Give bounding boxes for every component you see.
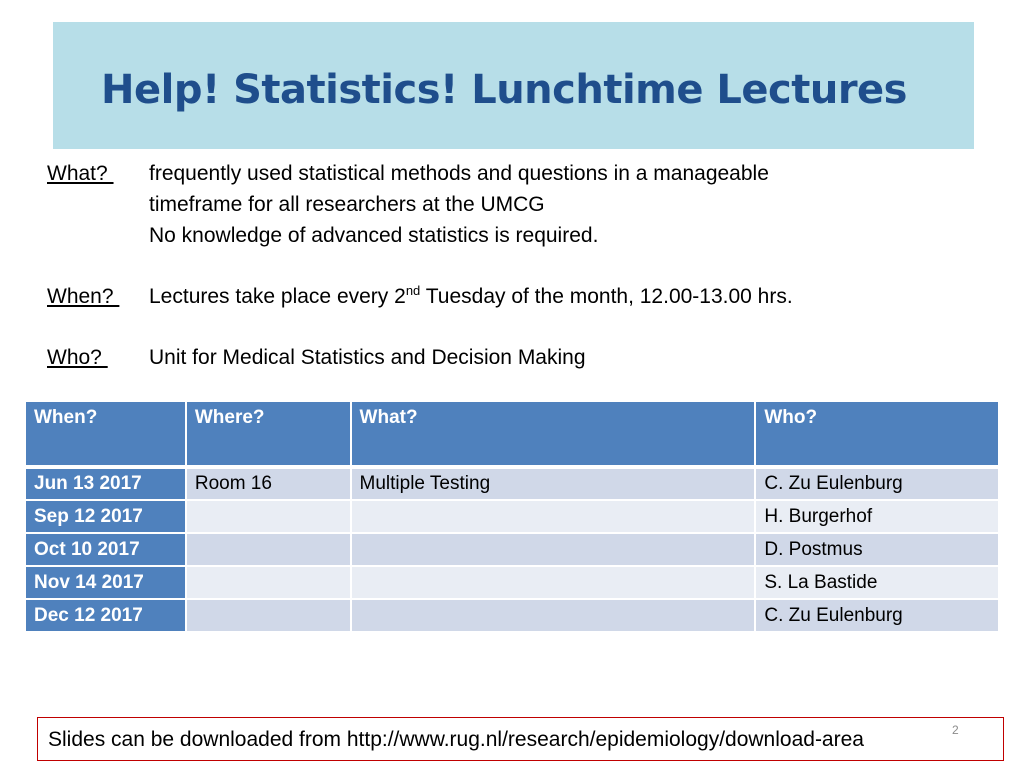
when-text-after: Tuesday of the month, 12.00-13.00 hrs. xyxy=(420,285,793,308)
cell-where xyxy=(186,566,351,599)
header-when: When? xyxy=(25,401,186,467)
cell-what xyxy=(351,599,756,632)
cell-what: Multiple Testing xyxy=(351,467,756,500)
when-text-before: Lectures take place every 2 xyxy=(149,285,406,308)
when-superscript: nd xyxy=(405,283,421,298)
cell-when: Nov 14 2017 xyxy=(25,566,186,599)
who-label: Who? xyxy=(47,346,108,369)
info-what xyxy=(47,158,987,251)
cell-who: C. Zu Eulenburg xyxy=(755,467,999,500)
info-who xyxy=(47,342,987,373)
who-body: Unit for Medical Statistics and Decision Making xyxy=(149,346,586,369)
cell-when: Dec 12 2017 xyxy=(25,599,186,632)
header-where: Where? xyxy=(186,401,351,467)
when-body xyxy=(149,281,987,312)
header-who: Who? xyxy=(755,401,999,467)
cell-who: H. Burgerhof xyxy=(755,500,999,533)
page-number: 2 xyxy=(952,723,959,737)
cell-where xyxy=(186,533,351,566)
cell-when: Oct 10 2017 xyxy=(25,533,186,566)
table-row xyxy=(25,533,999,566)
cell-what xyxy=(351,566,756,599)
table-header-row xyxy=(25,401,999,467)
table-row xyxy=(25,500,999,533)
cell-where xyxy=(186,500,351,533)
cell-when: Sep 12 2017 xyxy=(25,500,186,533)
what-label: What? xyxy=(47,162,114,185)
schedule-table xyxy=(24,400,1000,633)
slide-title: Help! Statistics! Lunchtime Lectures xyxy=(101,67,907,113)
cell-where: Room 16 xyxy=(186,467,351,500)
cell-where xyxy=(186,599,351,632)
cell-when: Jun 13 2017 xyxy=(25,467,186,500)
when-label: When? xyxy=(47,285,120,308)
table-row xyxy=(25,599,999,632)
what-line-1: frequently used statistical methods and questions in a manageable xyxy=(149,162,769,185)
download-note: Slides can be downloaded from http://www.rug.nl/research/epidemiology/download-area xyxy=(37,717,1004,761)
cell-who: D. Postmus xyxy=(755,533,999,566)
cell-what xyxy=(351,500,756,533)
info-when xyxy=(47,281,987,312)
table-row xyxy=(25,467,999,500)
table-row xyxy=(25,566,999,599)
cell-who: C. Zu Eulenburg xyxy=(755,599,999,632)
header-what: What? xyxy=(351,401,756,467)
what-line-3: No knowledge of advanced statistics is required. xyxy=(149,224,599,247)
cell-who: S. La Bastide xyxy=(755,566,999,599)
info-section xyxy=(47,158,987,373)
what-body xyxy=(149,158,987,251)
what-line-2: timeframe for all researchers at the UMCG xyxy=(149,193,545,216)
title-banner xyxy=(53,22,974,149)
cell-what xyxy=(351,533,756,566)
